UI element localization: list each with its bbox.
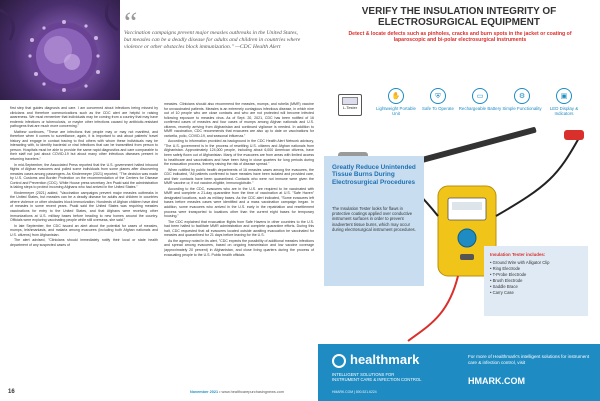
ad-subheadline: Detect & locate defects such as pinholes, cracks and burn spots in the jacket or coating of laparoscopic and bi-polar electrosurgical instruments: [348, 31, 572, 44]
device-label: L-Tester: [342, 105, 358, 110]
paragraph: According to information provided as background in the CDC Health Alert Network advisory, "The U.S. government is in the process of resettling U.S. citizens and Afghan nationals from Afghanistan. Approximately 124,000 people, including about 6,000 American citizens, have been safely flown out of Afghanistan. Many of the evacuees are from areas with limited access to healthcare and vaccinations and have been living in close quarters for long periods during the evacuation process, thereby raising the risk of disease spread.": [164, 139, 314, 167]
paragraph: According to the CDC, evacuees who are in the U.S. are required to be vaccinated with MMR and complete a 21-day quarantine from the time of vaccination at U.S. "Safe Haven" designated locations, such as military bases. As the CDC alert indicated, "Some evacuees left bases before measles cases were identified and a mass vaccination campaign began. In addition, some evacuees who arrived in the U.S. early in the repatriation and resettlement process were transported to locations other than the current eight bases for temporary housing.": [164, 186, 314, 219]
device-thumbnail: [338, 94, 362, 116]
brand-tagline: [332, 372, 422, 382]
tester-includes-heading: Insulation Tester includes:: [490, 252, 546, 257]
list-item: • Ring Electrode: [490, 266, 521, 271]
ad-headline: [334, 6, 584, 28]
paragraph: The CDC explained that evacuation flights from Safe Havens in other countries to the U.S. had been halted to facilitate MMR administration and complete quarantine efforts. During this halt, CDC requested that all evacuees located outside awaiting evacuation be vaccinated for measles and quarantined for 21 days before leaving for the U.S.: [164, 219, 314, 238]
list-item: • Carry Case: [490, 290, 514, 295]
brand-name: healthmark: [350, 352, 420, 367]
paragraph: measles. Clinicians should also recommend the measles, mumps, and rubella (MMR) vaccine for unvaccinated patients. Measles is an extremely contagious infectious disease, in which nine out of 10 people who are close contacts and who are not protected will become infected following exposure to measles virus. As of Sept. 20, 2021, CDC has been notified of 16 confirmed cases of measles and four cases of mumps among Afghan nationals and U.S. citizens, recently arriving from Afghanistan and continued vigilance is needed. In addition to MMR vaccination, CDC recommends that evacuees are also up to date on vaccinations for varicella, polio, COVID-19, and seasonal influenza.": [164, 102, 314, 138]
page-number: 16: [8, 389, 15, 395]
feature-battery: [456, 88, 504, 111]
feature-panel-heading: Greatly Reduce Unintended Tissue Burns During Electrosurgical Procedures: [332, 164, 416, 186]
healthmark-logo-icon: [332, 354, 346, 368]
feature-safe: [414, 88, 462, 111]
page-footer: November 2021 • www.healthcarepurchasingnews.com: [190, 390, 284, 394]
feature-label: Rechargeable Battery: [458, 106, 502, 111]
paragraph: In late September, the CDC issued an alert about the potential for cases of measles, mumps, leishmaniasis, and malaria among evacuees (including both Afghan nationals and U.S. citizens) from Afghanistan.: [10, 223, 158, 237]
tagline-line-1: INTELLIGENT SOLUTIONS FOR: [332, 372, 395, 377]
brand-footer: [318, 344, 600, 401]
feature-label: Lightweight Portable Unit: [376, 106, 416, 116]
virus-photo: [0, 0, 120, 100]
feature-label: Simple Functionality: [502, 106, 542, 111]
quote-mark-icon: “: [124, 6, 138, 39]
tester-includes-list: [490, 260, 549, 296]
brand-url-link[interactable]: HMARK.COM: [468, 376, 525, 386]
feature-label: LED Display & Indicators: [549, 106, 579, 116]
pull-quote: Vaccination campaigns prevent major measles outbreaks in the United States, but measles can be a deadly disease for adults and children in countries where violence or other obstacles block immunization." —CDC Health Alert: [124, 30, 301, 51]
feature-panel: [324, 156, 424, 286]
paragraph: In mid-September, the Associated Press reported that the U.S. government halted inbound flights of Afghan evacuees and pulled some individuals from some planes after discovering measles cases among passengers. As Kindermeyer (2021) reported, "The decision was made by U.S. Customs and Border Protection on the recommendation of the Centers for Disease Control and Prevention (CDC). White House press secretary Jen Psaki said the administration is taking steps to protect incoming Afghans who had arrived in the United States.": [10, 162, 158, 190]
paragraph: first step that guides diagnosis and care. I am concerned about infections being missed by clinicians and therefore communications such as the CDC alert are helpful in raising awareness. We must remember that individuals may be coming from a country that may have endemic infections or tuberculosis, or maybe other infections caused by antibiotic-resistant pathogens that are much more concerning.": [10, 106, 158, 129]
battery-icon: ▭: [472, 88, 488, 104]
gear-icon: ⚙: [514, 88, 530, 104]
list-item: • Brush Electrode: [490, 278, 523, 283]
measles-virus-image: [0, 0, 120, 100]
footer-date: November 2021: [190, 390, 219, 394]
shield-icon: ⛨: [430, 88, 446, 104]
tagline-line-2: INSTRUMENT CARE & INFECTION CONTROL: [332, 377, 422, 383]
healthmark-ad: [318, 0, 600, 401]
ad-headline-line-1: VERIFY THE INSULATION INTEGRITY OF: [361, 6, 557, 17]
paragraph: Mathew continues, "These are infections that people may or may not manifest, and therefore when it comes to surveillance, again, it is important to ask about patients' travel history and engage in contact tracing to find others with whom these individuals may be interacting with, to identify bacterial or viral infections that can be transmitted from person to person. Hospitals must be able to provide the same rapid diagnostics and care comparable to their staff not just about COVID-19 but about many other infectious diseases present in returning travelers.": [10, 129, 158, 162]
hand-icon: ✋: [388, 88, 404, 104]
list-item: • T-Probe Electrode: [490, 272, 527, 277]
brand-callout: For more of Healthmark's intelligent solutions for instrument care & infection control, visit: [468, 354, 590, 365]
list-item: • Ground Wire with Alligator Clip: [490, 260, 550, 265]
brand-contact: HMARK.COM | 800.521.6224: [332, 390, 377, 394]
tester-includes-panel: [484, 246, 588, 316]
list-item: • Saddle Brace: [490, 284, 518, 289]
paragraph: When notified by public health departments of 16 measles cases among the evacuees, the CDC indicated, "All patients confirmed to have measles have been isolated and provided care, and their contacts have been quarantined. Contacts who were not immune were given the MMR vaccine or, if not vaccine-eligible, immunoglobulin.": [164, 167, 314, 186]
device-screen: [342, 97, 358, 105]
article-column-1: [10, 106, 158, 388]
feature-panel-body: The Insulation Tester looks for flaws in protective coatings applied over conductive instrument surfaces in order to prevent inadvertent tissue burns, which may occur during electrosurgical instrument procedures.: [332, 206, 416, 232]
paragraph: The alert advised, "Clinicians should immediately notify their local or state health department of any suspected cases of: [10, 238, 158, 247]
paragraph: As the agency noted in its alert, "CDC expects the possibility of additional measles infections and spread among evacuees, based on ongoing transmission and low vaccine coverage (approximately 20 percent) in Afghanistan, and close living quarters during the process of evacuating people to the U.S. Public health officials: [164, 238, 314, 257]
article-column-2: [164, 102, 314, 388]
feature-label: Safe To Operate: [422, 106, 454, 111]
feature-lightweight: [372, 88, 420, 116]
footer-url[interactable]: www.healthcarepurchasingnews.com: [221, 390, 284, 394]
feature-simple: [498, 88, 546, 111]
display-icon: ▣: [556, 88, 572, 104]
ad-headline-line-2: ELECTROSURGICAL EQUIPMENT: [377, 17, 541, 28]
paragraph: Kindermeyer (2021) added, "Vaccination campaigns prevent major measles outbreaks in the United States, but measles can be a deadly disease for adults and children in countries where violence or other obstacles block immunization. Hundreds of Afghan children have died of measles in some recent years. Psaki said the United States was requiring measles vaccinations for entry to the United States, and that Afghans were receiving other immunizations at U.S. military bases before heading to new homes around the country. Officials were exploring vaccinating people while still overseas, she said.": [10, 190, 158, 223]
feature-led: [540, 88, 588, 116]
